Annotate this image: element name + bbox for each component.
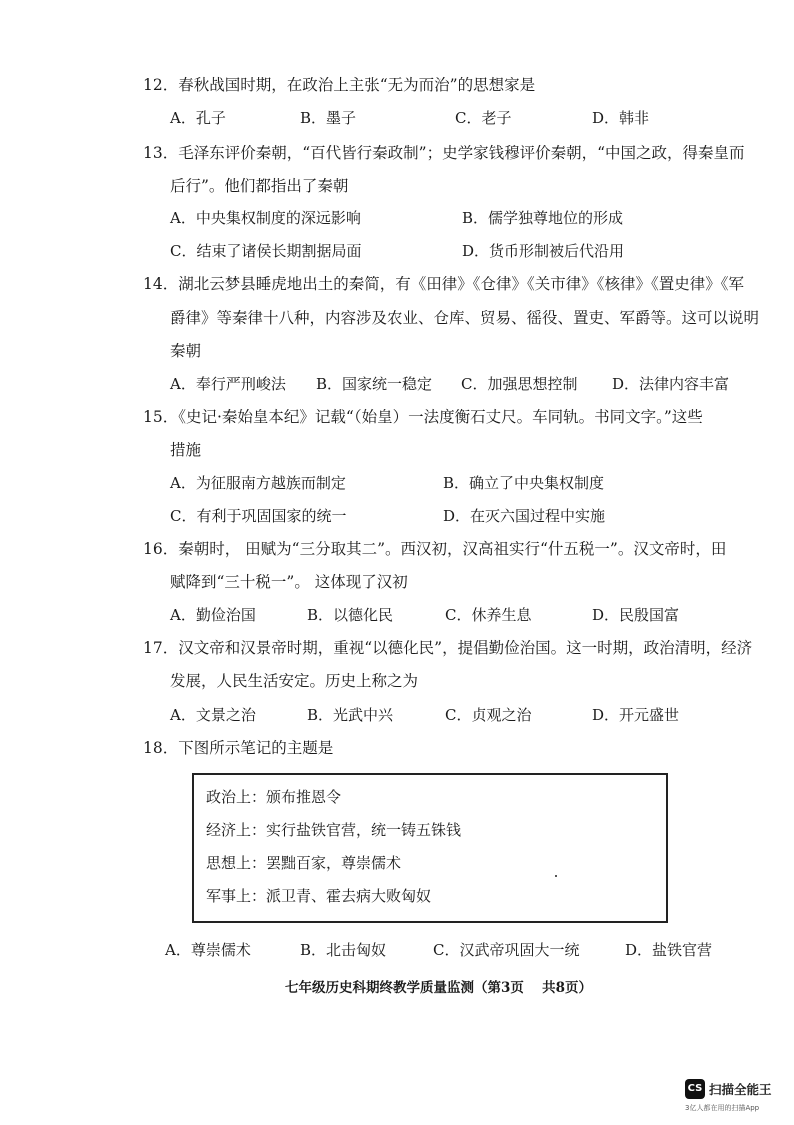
q15-option-d: D．在灭六国过程中实施 [443, 507, 606, 525]
q14-option-c: C．加强思想控制 [461, 375, 578, 393]
q13-option-b: B．儒学独尊地位的形成 [462, 209, 624, 227]
q12-option-b: B．墨子 [300, 109, 357, 127]
q15-option-a: A．为征服南方越族而制定 [170, 474, 346, 492]
camscanner-tagline: 3亿人都在用的扫描App [685, 1104, 760, 1112]
question-15-stem-cont: 措施 [170, 441, 202, 459]
q17-option-c: C．贞观之治 [445, 706, 532, 724]
question-15-stem: 15．《史记·秦始皇本纪》记载“（始皇）一法度衡石丈尺。车同轨。书同文字。”这些 [143, 408, 703, 426]
note-military: 军事上：派卫青、霍去病大败匈奴 [206, 887, 432, 905]
q18-option-a: A．尊崇儒术 [165, 941, 251, 959]
question-16-stem-cont: 赋降到“三十税一”。 这体现了汉初 [170, 573, 408, 591]
note-thought: 思想上：罢黜百家，尊崇儒术 [206, 854, 402, 872]
question-18-stem: 18．下图所示笔记的主题是 [143, 739, 334, 757]
q13-option-d: D．货币形制被后代沿用 [462, 242, 625, 260]
q17-option-d: D．开元盛世 [592, 706, 680, 724]
q18-option-d: D．盐铁官营 [625, 941, 713, 959]
scan-speck [555, 875, 557, 877]
page-footer: 七年级历史科期终教学质量监测（第3页 共8页） [285, 980, 592, 996]
question-14-stem: 14．湖北云梦县睡虎地出土的秦简，有《田律》《仓律》《关市律》《核律》《置史律》《军 [143, 275, 744, 293]
note-economy: 经济上：实行盐铁官营，统一铸五铢钱 [206, 821, 462, 839]
question-16-stem: 16．秦朝时， 田赋为“三分取其二”。西汉初，汉高祖实行“什五税一”。汉文帝时，田 [143, 540, 727, 558]
q14-option-a: A．奉行严刑峻法 [170, 375, 286, 393]
q14-option-d: D．法律内容丰富 [612, 375, 730, 393]
note-politics: 政治上：颁布推恩令 [206, 788, 342, 806]
q16-option-c: C．休养生息 [445, 606, 532, 624]
q12-option-a: A．孔子 [170, 109, 226, 127]
question-17-stem: 17．汉文帝和汉景帝时期，重视“以德化民”，提倡勤俭治国。这一时期，政治清明，经济 [143, 639, 753, 657]
notes-box [192, 773, 668, 923]
question-13-stem-cont: 后行”。他们都指出了秦朝 [170, 177, 349, 195]
question-13-stem: 13．毛泽东评价秦朝，“百代皆行秦政制”；史学家钱穆评价秦朝，“中国之政，得秦皇而 [143, 144, 745, 162]
q16-option-a: A．勤俭治国 [170, 606, 256, 624]
question-14-stem-cont-2: 秦朝 [170, 342, 202, 360]
q18-option-b: B．北击匈奴 [300, 941, 387, 959]
camscanner-watermark [685, 1079, 785, 1115]
q18-option-c: C．汉武帝巩固大一统 [433, 941, 580, 959]
q16-option-b: B．以德化民 [307, 606, 394, 624]
q17-option-b: B．光武中兴 [307, 706, 394, 724]
q12-option-c: C．老子 [455, 109, 512, 127]
question-12-stem: 12．春秋战国时期，在政治上主张“无为而治”的思想家是 [143, 76, 536, 94]
q12-option-d: D．韩非 [592, 109, 650, 127]
q13-option-c: C．结束了诸侯长期割据局面 [170, 242, 362, 260]
camscanner-logo-icon: CS [685, 1079, 705, 1099]
q15-option-b: B．确立了中央集权制度 [443, 474, 605, 492]
q17-option-a: A．文景之治 [170, 706, 256, 724]
q13-option-a: A．中央集权制度的深远影响 [170, 209, 361, 227]
q16-option-d: D．民殷国富 [592, 606, 680, 624]
camscanner-name: 扫描全能王 [709, 1082, 772, 1097]
q14-option-b: B．国家统一稳定 [316, 375, 433, 393]
q15-option-c: C．有利于巩固国家的统一 [170, 507, 347, 525]
question-14-stem-cont-1: 爵律》等秦律十八种，内容涉及农业、仓库、贸易、徭役、置吏、军爵等。这可以说明 [170, 309, 760, 327]
question-17-stem-cont: 发展，人民生活安定。历史上称之为 [170, 672, 419, 690]
